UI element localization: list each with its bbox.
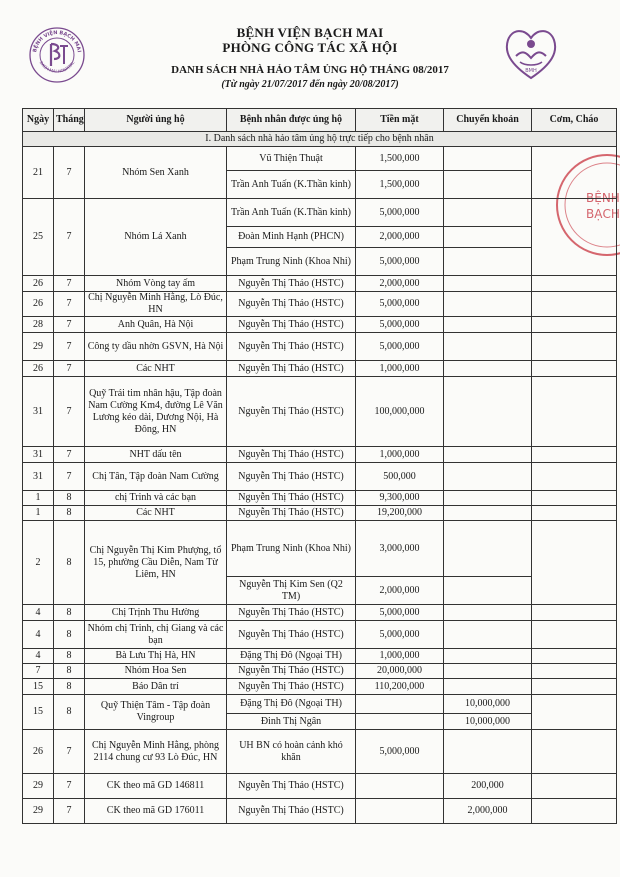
day-cell: 26 xyxy=(23,276,54,292)
table-row xyxy=(23,463,617,491)
meal-cell xyxy=(532,447,617,463)
patient-cell: Nguyễn Thị Thảo (HSTC) xyxy=(227,276,356,292)
cash-cell: 2,000,000 xyxy=(356,276,444,292)
transfer-cell: 10,000,000 xyxy=(444,695,532,714)
table-row xyxy=(23,621,617,649)
table-row xyxy=(23,730,617,774)
transfer-cell xyxy=(444,463,532,491)
transfer-cell xyxy=(444,447,532,463)
day-cell: 4 xyxy=(23,649,54,664)
day-cell: 7 xyxy=(23,664,54,679)
cash-cell: 9,300,000 xyxy=(356,491,444,506)
meal-cell xyxy=(532,377,617,447)
meal-cell xyxy=(532,147,617,199)
patient-cell: Đoàn Minh Hạnh (PHCN) xyxy=(227,227,356,248)
transfer-cell xyxy=(444,147,532,171)
meal-cell xyxy=(532,695,617,730)
transfer-cell xyxy=(444,577,532,605)
day-cell: 4 xyxy=(23,621,54,649)
day-cell: 26 xyxy=(23,292,54,317)
table-row xyxy=(23,333,617,361)
meal-cell xyxy=(532,774,617,799)
cash-cell: 2,000,000 xyxy=(356,577,444,605)
month-cell: 7 xyxy=(54,317,85,333)
cash-cell xyxy=(356,799,444,824)
cash-cell: 1,000,000 xyxy=(356,649,444,664)
donor-cell: CK theo mã GD 176011 xyxy=(85,799,227,824)
donor-cell: Nhóm Sen Xanh xyxy=(85,147,227,199)
day-cell: 31 xyxy=(23,447,54,463)
svg-text:BMH: BMH xyxy=(525,68,537,74)
table-row xyxy=(23,199,617,227)
donor-cell: Quỹ Thiện Tâm - Tập đoàn Vingroup xyxy=(85,695,227,730)
donor-cell: chị Trinh và các bạn xyxy=(85,491,227,506)
cash-cell: 3,000,000 xyxy=(356,521,444,577)
day-cell: 26 xyxy=(23,361,54,377)
day-cell: 31 xyxy=(23,463,54,491)
patient-cell: Nguyễn Thị Thảo (HSTC) xyxy=(227,664,356,679)
svg-text:BỆNH VIỆN BẠCH MAI: BỆNH VIỆN BẠCH MAI xyxy=(32,29,82,53)
cash-cell: 500,000 xyxy=(356,463,444,491)
month-cell: 7 xyxy=(54,799,85,824)
transfer-cell xyxy=(444,664,532,679)
patient-cell: Nguyễn Thị Thảo (HSTC) xyxy=(227,361,356,377)
month-cell: 7 xyxy=(54,147,85,199)
col-month-header: Tháng xyxy=(54,109,85,132)
donor-cell: Công ty dầu nhờn GSVN, Hà Nội xyxy=(85,333,227,361)
transfer-cell xyxy=(444,730,532,774)
table-row xyxy=(23,695,617,714)
donor-cell: Chị Nguyễn Thị Kim Phượng, tổ 15, phường Cầu Diễn, Nam Từ Liêm, HN xyxy=(85,521,227,605)
patient-cell: UH BN có hoàn cảnh khó khăn xyxy=(227,730,356,774)
col-day-header: Ngày xyxy=(23,109,54,132)
col-cash-header: Tiền mặt xyxy=(356,109,444,132)
transfer-cell xyxy=(444,276,532,292)
donor-cell: Nhóm Hoa Sen xyxy=(85,664,227,679)
patient-cell: Nguyễn Thị Thảo (HSTC) xyxy=(227,447,356,463)
donor-cell: Các NHT xyxy=(85,506,227,521)
month-cell: 7 xyxy=(54,276,85,292)
cash-cell: 110,200,000 xyxy=(356,679,444,695)
donor-cell: Nhóm Lá Xanh xyxy=(85,199,227,276)
transfer-cell xyxy=(444,679,532,695)
table-row xyxy=(23,799,617,824)
day-cell: 1 xyxy=(23,506,54,521)
transfer-cell: 2,000,000 xyxy=(444,799,532,824)
month-cell: 8 xyxy=(54,695,85,730)
transfer-cell: 200,000 xyxy=(444,774,532,799)
meal-cell xyxy=(532,649,617,664)
table-row xyxy=(23,447,617,463)
patient-cell: Nguyễn Thị Thảo (HSTC) xyxy=(227,605,356,621)
meal-cell xyxy=(532,730,617,774)
donor-cell: Chị Nguyễn Minh Hằng, Lò Đúc, HN xyxy=(85,292,227,317)
col-patient-header: Bệnh nhân được ủng hộ xyxy=(227,109,356,132)
day-cell: 29 xyxy=(23,799,54,824)
month-cell: 7 xyxy=(54,730,85,774)
day-cell: 2 xyxy=(23,521,54,605)
donor-cell: Chị Trịnh Thu Hường xyxy=(85,605,227,621)
date-range: (Từ ngày 21/07/2017 đến ngày 20/08/2017) xyxy=(221,79,399,90)
cash-cell: 5,000,000 xyxy=(356,333,444,361)
patient-cell: Nguyễn Thị Thảo (HSTC) xyxy=(227,621,356,649)
cash-cell: 5,000,000 xyxy=(356,605,444,621)
transfer-cell: 10,000,000 xyxy=(444,714,532,730)
document-title: DANH SÁCH NHÀ HẢO TÂM ỦNG HỘ THÁNG 08/2017 xyxy=(171,64,449,76)
transfer-cell xyxy=(444,605,532,621)
transfer-cell xyxy=(444,649,532,664)
meal-cell xyxy=(532,276,617,292)
col-donor-header: Người ủng hộ xyxy=(85,109,227,132)
month-cell: 8 xyxy=(54,649,85,664)
patient-cell: Vũ Thiện Thuật xyxy=(227,147,356,171)
cash-cell: 5,000,000 xyxy=(356,730,444,774)
month-cell: 8 xyxy=(54,605,85,621)
donor-cell: Nhóm Vòng tay ấm xyxy=(85,276,227,292)
cash-cell: 2,000,000 xyxy=(356,227,444,248)
table-row xyxy=(23,774,617,799)
cash-cell: 5,000,000 xyxy=(356,317,444,333)
month-cell: 7 xyxy=(54,292,85,317)
transfer-cell xyxy=(444,292,532,317)
cash-cell xyxy=(356,714,444,730)
patient-cell: Nguyễn Thị Thảo (HSTC) xyxy=(227,317,356,333)
patient-cell: Nguyễn Thị Thảo (HSTC) xyxy=(227,774,356,799)
meal-cell xyxy=(532,605,617,621)
table-row xyxy=(23,649,617,664)
table-row xyxy=(23,679,617,695)
cash-cell: 1,000,000 xyxy=(356,361,444,377)
transfer-cell xyxy=(444,199,532,227)
patient-cell: Nguyễn Thị Thảo (HSTC) xyxy=(227,333,356,361)
patient-cell: Nguyễn Thị Thảo (HSTC) xyxy=(227,491,356,506)
meal-cell xyxy=(532,317,617,333)
meal-cell xyxy=(532,199,617,276)
day-cell: 15 xyxy=(23,695,54,730)
meal-cell xyxy=(532,333,617,361)
month-cell: 8 xyxy=(54,621,85,649)
col-transfer-header: Chuyển khoản xyxy=(444,109,532,132)
donor-cell: Chị Nguyễn Minh Hằng, phòng 2114 chung cư 93 Lò Đúc, HN xyxy=(85,730,227,774)
donor-cell: NHT dấu tên xyxy=(85,447,227,463)
month-cell: 8 xyxy=(54,491,85,506)
cash-cell: 1,500,000 xyxy=(356,171,444,199)
patient-cell: Đặng Thị Đô (Ngoại TH) xyxy=(227,695,356,714)
day-cell: 1 xyxy=(23,491,54,506)
donor-cell: Các NHT xyxy=(85,361,227,377)
meal-cell xyxy=(532,361,617,377)
day-cell: 31 xyxy=(23,377,54,447)
donor-cell: Anh Quân, Hà Nội xyxy=(85,317,227,333)
donor-cell: Quỹ Trái tim nhân hậu, Tập đoàn Nam Cường Km4, đường Lê Văn Lương kéo dài, Dương Nội, Hà Đông, HN xyxy=(85,377,227,447)
month-cell: 7 xyxy=(54,333,85,361)
meal-cell xyxy=(532,463,617,491)
table-row xyxy=(23,276,617,292)
svg-text:BỆNH: BỆNH xyxy=(586,191,620,205)
donor-cell: CK theo mã GD 146811 xyxy=(85,774,227,799)
meal-cell xyxy=(532,521,617,605)
meal-cell xyxy=(532,491,617,506)
meal-cell xyxy=(532,292,617,317)
table-row xyxy=(23,377,617,447)
patient-cell: Phạm Trung Ninh (Khoa Nhi) xyxy=(227,248,356,276)
col-meal-header: Cơm, Cháo xyxy=(532,109,617,132)
transfer-cell xyxy=(444,491,532,506)
transfer-cell xyxy=(444,248,532,276)
patient-cell: Phạm Trung Ninh (Khoa Nhi) xyxy=(227,521,356,577)
cash-cell: 5,000,000 xyxy=(356,621,444,649)
month-cell: 7 xyxy=(54,463,85,491)
table-row xyxy=(23,292,617,317)
section-title: I. Danh sách nhà hảo tâm ủng hộ trực tiếp cho bệnh nhân xyxy=(23,132,617,147)
month-cell: 8 xyxy=(54,679,85,695)
patient-cell: Nguyễn Thị Kim Sen (Q2 TM) xyxy=(227,577,356,605)
month-cell: 7 xyxy=(54,447,85,463)
day-cell: 15 xyxy=(23,679,54,695)
cash-cell: 5,000,000 xyxy=(356,248,444,276)
patient-cell: Nguyễn Thị Thảo (HSTC) xyxy=(227,679,356,695)
cash-cell: 5,000,000 xyxy=(356,199,444,227)
transfer-cell xyxy=(444,227,532,248)
patient-cell: Nguyễn Thị Thảo (HSTC) xyxy=(227,377,356,447)
section-row xyxy=(23,132,617,147)
patient-cell: Đinh Thị Ngân xyxy=(227,714,356,730)
month-cell: 7 xyxy=(54,199,85,276)
patient-cell: Đặng Thị Đô (Ngoại TH) xyxy=(227,649,356,664)
patient-cell: Nguyễn Thị Thảo (HSTC) xyxy=(227,463,356,491)
table-row xyxy=(23,491,617,506)
table-row xyxy=(23,361,617,377)
donor-cell: Nhóm chị Trinh, chị Giang và các bạn xyxy=(85,621,227,649)
cash-cell: 5,000,000 xyxy=(356,292,444,317)
cash-cell: 100,000,000 xyxy=(356,377,444,447)
table-row xyxy=(23,605,617,621)
patient-cell: Trần Anh Tuấn (K.Thần kinh) xyxy=(227,171,356,199)
transfer-cell xyxy=(444,377,532,447)
patient-cell: Nguyễn Thị Thảo (HSTC) xyxy=(227,506,356,521)
meal-cell xyxy=(532,664,617,679)
table-row xyxy=(23,147,617,171)
cash-cell: 1,500,000 xyxy=(356,147,444,171)
transfer-cell xyxy=(444,333,532,361)
day-cell: 25 xyxy=(23,199,54,276)
cash-cell: 1,000,000 xyxy=(356,447,444,463)
svg-text:BACH MAI HOSPITAL: BACH MAI HOSPITAL xyxy=(38,60,76,74)
svg-text:BẠCH: BẠCH xyxy=(586,207,620,221)
table-header-row xyxy=(23,109,617,132)
table-row xyxy=(23,521,617,577)
transfer-cell xyxy=(444,506,532,521)
day-cell: 4 xyxy=(23,605,54,621)
cash-cell xyxy=(356,774,444,799)
transfer-cell xyxy=(444,171,532,199)
patient-cell: Nguyễn Thị Thảo (HSTC) xyxy=(227,292,356,317)
table-row xyxy=(23,664,617,679)
meal-cell xyxy=(532,679,617,695)
day-cell: 26 xyxy=(23,730,54,774)
meal-cell xyxy=(532,506,617,521)
month-cell: 8 xyxy=(54,521,85,605)
donor-cell: Bà Lưu Thị Hà, HN xyxy=(85,649,227,664)
transfer-cell xyxy=(444,521,532,577)
donor-cell: Báo Dân trí xyxy=(85,679,227,695)
cash-cell: 20,000,000 xyxy=(356,664,444,679)
day-cell: 29 xyxy=(23,333,54,361)
hospital-name: BỆNH VIỆN BẠCH MAI xyxy=(236,25,384,40)
donor-table xyxy=(22,108,617,824)
day-cell: 21 xyxy=(23,147,54,199)
department-name: PHÒNG CÔNG TÁC XÃ HỘI xyxy=(222,40,398,55)
table-row xyxy=(23,317,617,333)
meal-cell xyxy=(532,799,617,824)
meal-cell xyxy=(532,621,617,649)
patient-cell: Nguyễn Thị Thảo (HSTC) xyxy=(227,799,356,824)
day-cell: 29 xyxy=(23,774,54,799)
transfer-cell xyxy=(444,361,532,377)
month-cell: 7 xyxy=(54,361,85,377)
cash-cell: 19,200,000 xyxy=(356,506,444,521)
month-cell: 8 xyxy=(54,506,85,521)
day-cell: 28 xyxy=(23,317,54,333)
donor-cell: Chị Tân, Tập đoàn Nam Cường xyxy=(85,463,227,491)
cash-cell xyxy=(356,695,444,714)
table-row xyxy=(23,506,617,521)
month-cell: 7 xyxy=(54,774,85,799)
patient-cell: Trần Anh Tuấn (K.Thần kinh) xyxy=(227,199,356,227)
transfer-cell xyxy=(444,621,532,649)
month-cell: 7 xyxy=(54,377,85,447)
transfer-cell xyxy=(444,317,532,333)
month-cell: 8 xyxy=(54,664,85,679)
